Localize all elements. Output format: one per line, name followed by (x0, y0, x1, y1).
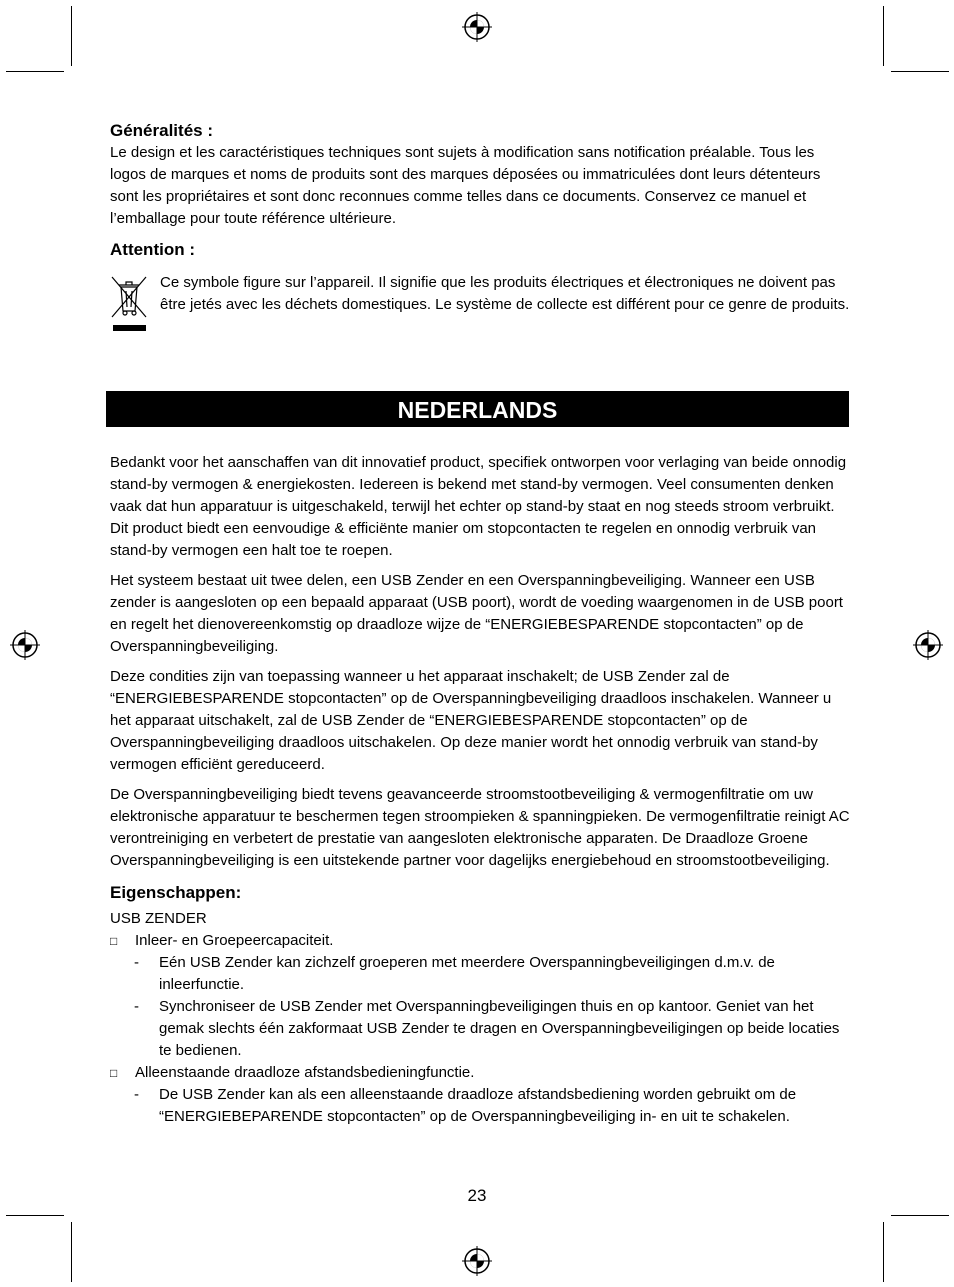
generalites-text: Le design et les caractéristiques techniques sont sujets à modification sans notification préalable. Tous les logos de marques et noms de produits sont des marques déposées ou immatriculées dont leurs détenteurs sont les propriétaires et sont donc reconnues comme telles dans ce documents. Conservez ce manuel et l’emballage pour toute référence ultérieure. (110, 144, 821, 227)
attention-text: Ce symbole figure sur l’appareil. Il signifie que les produits électriques et électroniques ne doivent pas être jetés avec les déchets domestiques. Le système de collecte est différent pour ce genre de produits. (160, 274, 850, 313)
feature-text: Inleer- en Groepeercapaciteit. (135, 932, 334, 949)
crop-mark (6, 71, 64, 72)
crop-mark (883, 6, 884, 66)
feature-bullet (110, 1062, 850, 1084)
checkbox-bullet-icon: □ (110, 1066, 118, 1080)
feature-sub-text: Eén USB Zender kan zichzelf groeperen met meerdere Overspanningbeveiligingen d.m.v. de inleerfunctie. (159, 954, 775, 993)
crop-mark (71, 1222, 72, 1282)
dash-marker: - (134, 998, 139, 1015)
feature-sub-item (110, 996, 850, 1062)
checkbox-bullet-icon: □ (110, 934, 118, 948)
feature-sub-item (110, 1084, 850, 1128)
registration-mark-icon (462, 12, 492, 42)
feature-bullet (110, 930, 850, 952)
registration-mark-icon (462, 1246, 492, 1276)
registration-mark-icon (913, 630, 943, 660)
page-number: 23 (467, 1186, 487, 1205)
paragraph: Bedankt voor het aanschaffen van dit innovatief product, specifiek ontworpen voor verlaging van beide onnodig stand-by vermogen & energiekosten. Iedereen is bekend met stand-by vermogen. Veel consumenten denken vaak dat hun apparatuur is uitgeschakeld, terwijl het echter op stand-by staat en nog steeds stroom verbruikt. Dit product biedt een eenvoudige & efficiënte manier om stopcontacten te regelen en onnodig verbruik van stand-by vermogen een halt toe te roepen. (110, 454, 847, 559)
usb-zender-subheading: USB ZENDER (110, 910, 207, 927)
feature-sub-text: Synchroniseer de USB Zender met Overspanningbeveiligingen thuis en op kantoor. Geniet van het gemak slechts één zakformaat USB Zender te dragen en Overspanningbeveiligingen op beide locaties te bedienen. (159, 998, 840, 1059)
registration-mark-icon (10, 630, 40, 660)
crop-mark (71, 6, 72, 66)
crop-mark (6, 1215, 64, 1216)
paragraph: Deze condities zijn van toepassing wanneer u het apparaat inschakelt; de USB Zender zal de “ENERGIEBESPARENDE stopcontacten” op de Overspanningbeveiliging draadloos inschakelen. Wanneer u het apparaat uitschakelt, zal de USB Zender de “ENERGIEBESPARENDE stopcontacten” op de Overspanningbeveiliging draadloos uitschakelen. Op deze manier wordt het onnodig verbruik van stand-by vermogen efficiënt gereduceerd. (110, 668, 832, 773)
feature-sub-text: De USB Zender kan als een alleenstaande draadloze afstandsbediening worden gebruikt om de “ENERGIEBEPARENDE stopcontacten” op de Overspanningbeveiliging in- en uit te schakelen. (159, 1086, 797, 1125)
feature-sub-item (110, 952, 850, 996)
crop-mark (883, 1222, 884, 1282)
dash-marker: - (134, 1086, 139, 1103)
eigenschappen-heading: Eigenschappen: (110, 883, 242, 902)
crop-mark (891, 1215, 949, 1216)
paragraph: Het systeem bestaat uit twee delen, een USB Zender en een Overspanningbeveiliging. Wanneer een USB zender is aangesloten op een bepaald apparaat (USB poort), wordt de voeding waargenomen in de USB poort en regelt het dienovereenkomstig op draadloze wijze de “ENERGIEBESPARENDE stopcontacten” op de Overspanningbeveiliging. (110, 572, 843, 655)
attention-heading: Attention : (110, 240, 195, 259)
section-title-banner: NEDERLANDS (106, 391, 849, 427)
paragraph: De Overspanningbeveiliging biedt tevens geavanceerde stroomstootbeveiliging & vermogenfiltratie om uw elektronische apparatuur te beschermen tegen stroompieken & spanningpieken. De vermogenfiltratie reinigt AC verontreiniging en verbetert de prestatie van aangesloten elektronische apparaten. De Draadloze Groene Overspanningbeveiliging is een uitstekende partner voor dagelijks energiebehoud en stroomstootbeveiliging. (110, 786, 850, 869)
feature-text: Alleenstaande draadloze afstandsbedieningfunctie. (135, 1064, 475, 1081)
generalites-heading: Généralités : (110, 121, 213, 140)
dash-marker: - (134, 954, 139, 971)
crop-mark (891, 71, 949, 72)
weee-crossed-bin-icon (110, 275, 148, 335)
dutch-section (110, 452, 850, 1128)
